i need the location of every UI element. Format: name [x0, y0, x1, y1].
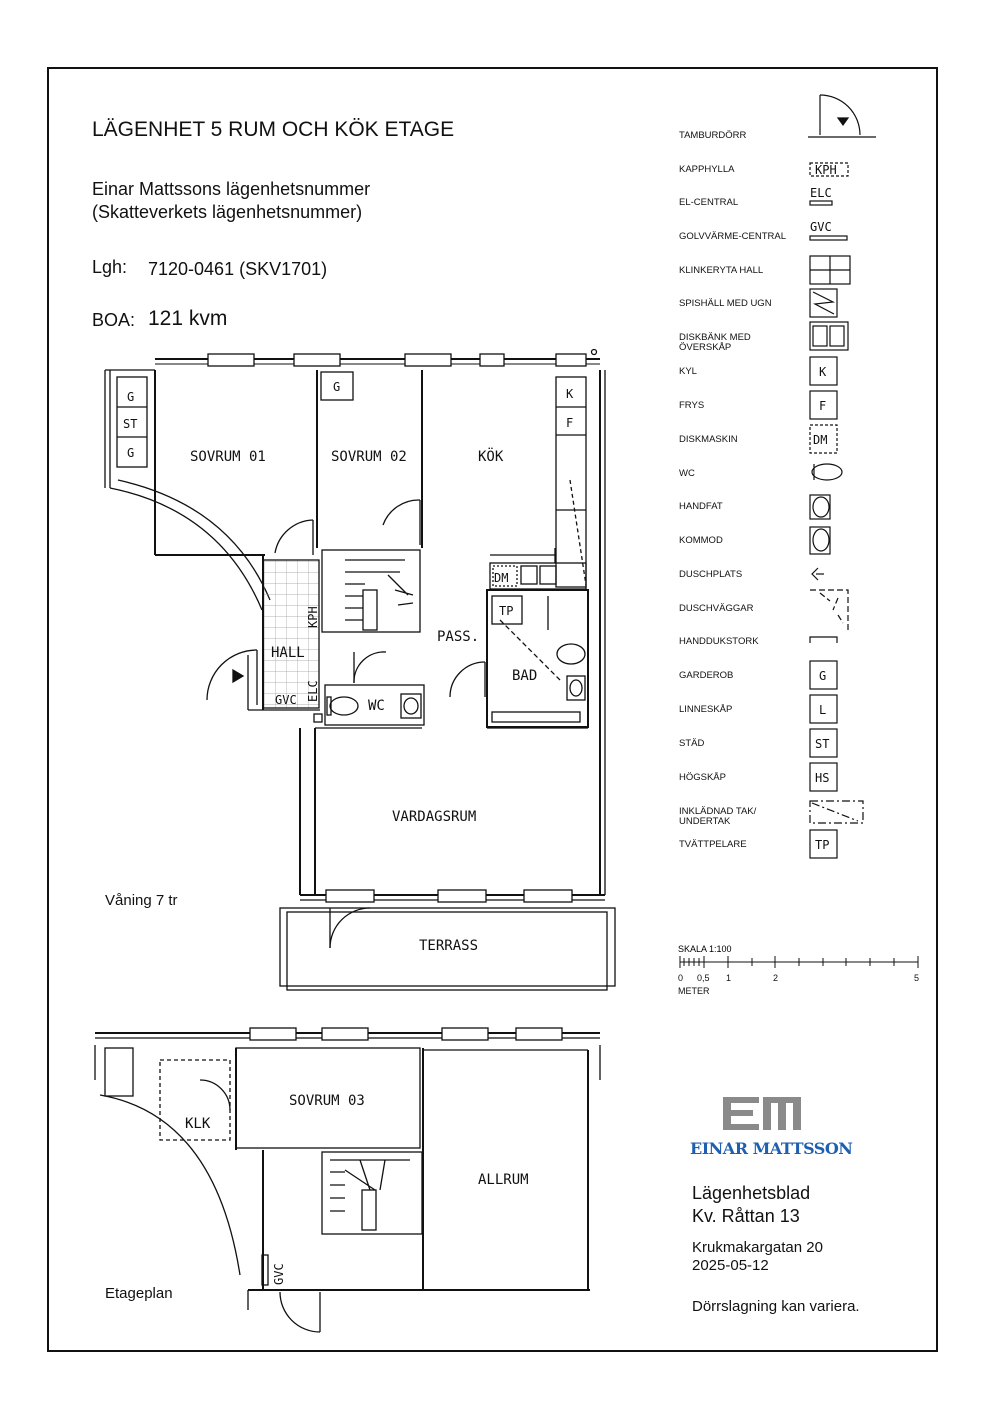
- boa-value: 121 kvm: [148, 307, 228, 330]
- scale-tick-2: 2: [773, 973, 779, 983]
- scale-label: SKALA 1:100: [678, 944, 732, 954]
- legend-text-k: K: [819, 365, 827, 379]
- scale-tick-05: 0,5: [697, 973, 710, 983]
- legend-label-handfat: HANDFAT: [679, 501, 723, 512]
- lgh-value: 7120-0461 (SKV1701): [148, 259, 328, 279]
- scale-bar: [678, 944, 919, 996]
- tile-grid-icon: [810, 256, 850, 284]
- commode-icon: [810, 527, 830, 554]
- legend-label-duschplats: DUSCHPLATS: [679, 569, 743, 580]
- apartment-number-line1: Einar Mattssons lägenhetsnummer: [92, 179, 371, 199]
- room-wc: WC: [368, 698, 385, 714]
- room-vardagsrum: VARDAGSRUM: [392, 809, 477, 825]
- plan-wardrobe-g-2: G: [127, 446, 135, 460]
- scale-unit: METER: [678, 986, 710, 996]
- shower-icon: [812, 568, 824, 580]
- plan-fridge-k: K: [566, 387, 574, 401]
- legend-label-diskbank: DISKBÄNK MED ÖVERSKÅP: [679, 332, 751, 353]
- legend-symbol-texts: [810, 163, 837, 852]
- legend-label-handdukstork: HANDDUKSTORK: [679, 636, 759, 647]
- legend-label-linneskap: LINNESKÅP: [679, 704, 733, 715]
- door-icon: [808, 95, 876, 137]
- room-klk: KLK: [185, 1116, 211, 1132]
- room-allrum: ALLRUM: [478, 1172, 529, 1188]
- room-sovrum-01: SOVRUM 01: [190, 449, 266, 465]
- dashdot-box-icon: [810, 801, 863, 823]
- legend-text-hs: HS: [815, 771, 830, 785]
- scale-tick-5: 5: [914, 973, 920, 983]
- floor-label-main: Våning 7 tr: [105, 892, 178, 909]
- legend-label-duschvaggar: DUSCHVÄGGAR: [679, 603, 754, 614]
- room-bad: BAD: [512, 668, 538, 684]
- legend-label-tamburdorr: TAMBURDÖRR: [679, 130, 747, 141]
- apartment-title: LÄGENHET 5 RUM OCH KÖK ETAGE: [92, 118, 455, 141]
- legend-text-g: G: [819, 669, 827, 683]
- legend-label-garderob: GARDEROB: [679, 670, 734, 681]
- legend-text-l: L: [819, 703, 827, 717]
- legend-text-dm: DM: [813, 433, 828, 447]
- legend-label-golvvarme: GOLVVÄRME-CENTRAL: [679, 231, 786, 242]
- legend-text-kph: KPH: [815, 163, 837, 177]
- legend-label-tvattpelare: TVÄTTPELARE: [679, 839, 747, 850]
- legend-label-frys: FRYS: [679, 400, 705, 411]
- plan-gvc-upper: GVC: [272, 1263, 286, 1285]
- einar-mattsson-logo-mark: [723, 1097, 801, 1130]
- scale-tick-1: 1: [726, 973, 732, 983]
- washbasin-icon: [810, 495, 830, 519]
- boa-label: BOA:: [92, 310, 136, 330]
- legend-label-stad: STÄD: [679, 738, 705, 749]
- plan-freezer-f: F: [566, 416, 574, 430]
- plan-wardrobe-g-3: G: [333, 380, 341, 394]
- legend-text-st: ST: [815, 737, 830, 751]
- lgh-label: Lgh:: [92, 257, 128, 277]
- legend-text-tp: TP: [815, 838, 830, 852]
- sink-icon: [810, 322, 848, 350]
- legend-label-inkladnad: INKLÄDNAD TAK/ UNDERTAK: [679, 806, 757, 827]
- sheet-date: 2025-05-12: [692, 1257, 769, 1274]
- room-terrass: TERRASS: [419, 938, 479, 954]
- legend-text-gvc: GVC: [810, 220, 832, 234]
- plan-elc: ELC: [306, 680, 320, 702]
- scale-tick-0: 0: [678, 973, 684, 983]
- room-hall: HALL: [271, 645, 305, 661]
- street-address: Krukmakargatan 20: [692, 1239, 823, 1256]
- legend-text-elc: ELC: [810, 186, 832, 200]
- plan-kph: KPH: [306, 606, 320, 628]
- sheet-type: Lägenhetsblad: [692, 1183, 811, 1203]
- door-note: Dörrslagning kan variera.: [692, 1298, 860, 1315]
- room-sovrum-02: SOVRUM 02: [331, 449, 407, 465]
- floor-label-upper: Etageplan: [105, 1285, 173, 1302]
- toilet-icon: [812, 464, 842, 480]
- room-sovrum-03: SOVRUM 03: [289, 1093, 365, 1109]
- legend-label-kyl: KYL: [679, 366, 697, 377]
- plan-gvc: GVC: [275, 693, 297, 707]
- block-name: Kv. Råttan 13: [692, 1206, 800, 1226]
- room-kok: KÖK: [478, 449, 504, 465]
- legend-label-kapphylla: KAPPHYLLA: [679, 164, 735, 175]
- legend-label-wc: WC: [679, 468, 695, 479]
- plan-cleaning-st: ST: [123, 417, 138, 431]
- stove-icon: [810, 289, 837, 317]
- shower-walls-icon: [810, 590, 848, 630]
- legend-text-f: F: [819, 399, 827, 413]
- plan-washer-tp: TP: [499, 604, 514, 618]
- room-passage: PASS.: [437, 629, 480, 645]
- legend-label-spishall: SPISHÄLL MED UGN: [679, 298, 772, 309]
- legend-label-kommod: KOMMOD: [679, 535, 723, 546]
- plan-wardrobe-g-1: G: [127, 390, 135, 404]
- legend-label-diskmaskin: DISKMASKIN: [679, 434, 738, 445]
- einar-mattsson-logo-text: EINAR MATTSSON: [690, 1139, 853, 1158]
- legend-label-klinker: KLINKERYTA HALL: [679, 265, 764, 276]
- towel-dryer-icon: [810, 637, 837, 643]
- apartment-number-line2: (Skatteverkets lägenhetsnummer): [92, 202, 363, 222]
- plan-dishwasher-dm: DM: [494, 571, 509, 585]
- legend-label-hogskap: HÖGSKÅP: [679, 772, 726, 783]
- legend-label-el-central: EL-CENTRAL: [679, 197, 739, 208]
